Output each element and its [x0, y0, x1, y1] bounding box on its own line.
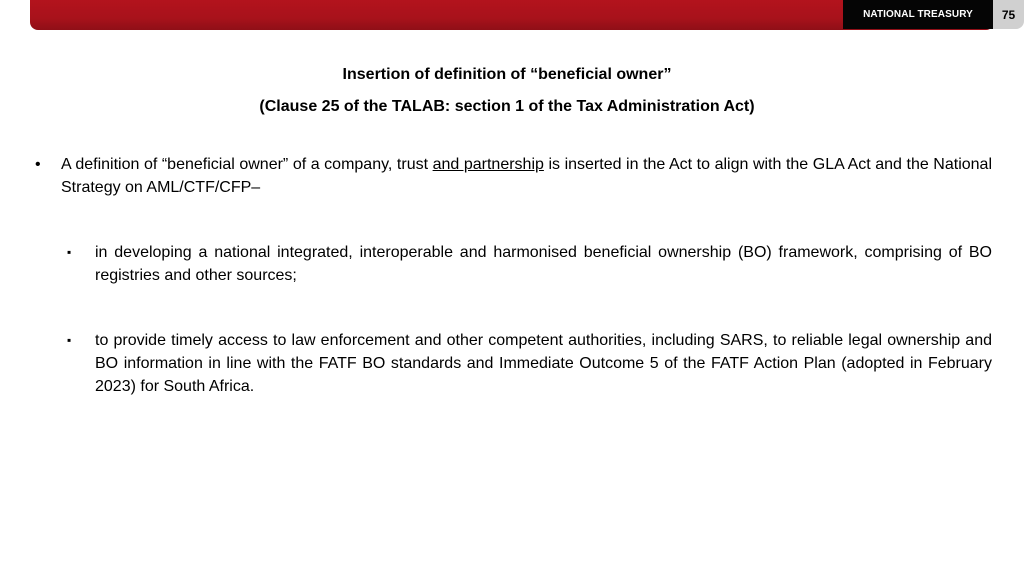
- page-number-text: 75: [1001, 7, 1016, 22]
- bullet-item: [35, 153, 993, 199]
- org-label: [843, 0, 993, 29]
- page-number: [993, 0, 1024, 29]
- sub-bullet-marker: ▪: [67, 333, 72, 347]
- bullet-marker: •: [35, 156, 41, 173]
- slide-subtitle: (Clause 25 of the TALAB: section 1 of the Tax Administration Act): [259, 98, 755, 115]
- sub-bullet-text: in developing a national integrated, interoperable and harmonised beneficial ownership (BO) framework, comprising of BO registries and other sources;: [95, 244, 992, 284]
- org-label-text: NATIONAL TREASURY: [863, 9, 973, 20]
- sub-bullet-item: [67, 241, 992, 287]
- header-bar: [30, 0, 1016, 30]
- bullet-text-part: A definition of “beneficial owner” of a company, trust: [61, 156, 433, 173]
- sub-bullet-item: [67, 329, 992, 398]
- sub-bullet-marker: ▪: [67, 245, 72, 259]
- bullet-text-part: is inserted in the Act to align with the GLA Act and the National Strategy on AML/CTF/CFP–: [61, 156, 993, 196]
- underlined-text: and partnership: [432, 156, 544, 173]
- sub-bullet-text: to provide timely access to law enforcement and other competent authorities, including SARS, to reliable legal ownership and BO information in line with the FATF BO standards and Immediate Outcome 5 of the FATF Action Plan (adopted in February 2023) for South Africa.: [95, 332, 992, 395]
- bullet-text: [61, 153, 992, 199]
- slide-title: Insertion of definition of “beneficial owner”: [342, 66, 672, 83]
